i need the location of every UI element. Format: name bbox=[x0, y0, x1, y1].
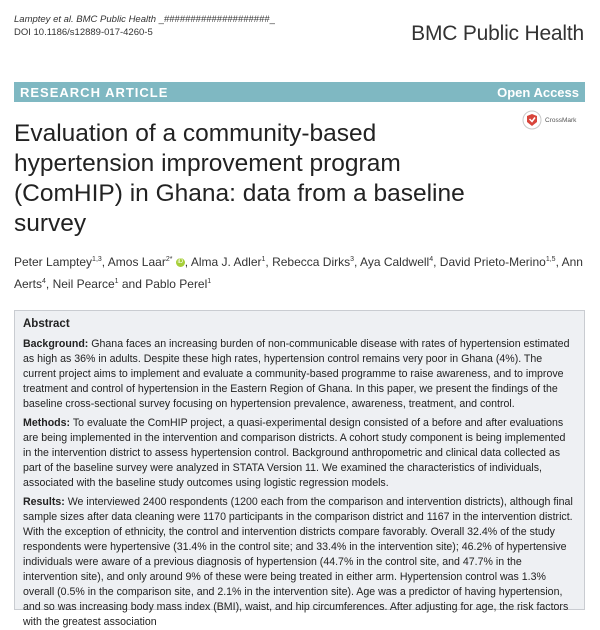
crossmark-badge[interactable] bbox=[522, 110, 576, 130]
abstract-background bbox=[23, 337, 576, 412]
abstract-results bbox=[23, 495, 576, 630]
article-title: Evaluation of a community-based hypertension improvement program (ComHIP) in Ghana: data from a baseline survey bbox=[14, 120, 465, 237]
author-name: Amos Laar bbox=[107, 255, 166, 269]
citation-placeholder: _####################_ bbox=[156, 14, 275, 25]
author-name: Pablo Perel bbox=[145, 277, 208, 291]
author-affiliation: 4 bbox=[42, 278, 46, 285]
doi: DOI 10.1186/s12889-017-4260-5 bbox=[14, 27, 153, 38]
author-affiliation: 1,5 bbox=[545, 256, 556, 263]
author-list: Peter Lamptey$^{1,3}$, Amos Laar$^{2*}$ iD , Alma J. Adler$^1$, Rebecca Dirks$^3$, Aya Caldwell$^4$, David Prieto-Merino$^{1,5}$, Ann Aerts$^4$, Neil Pearce$^1$ and Pablo Perel$^1$ bbox=[14, 255, 583, 291]
article-banner bbox=[14, 82, 585, 102]
author-name: Alma J. Adler bbox=[190, 255, 262, 269]
abstract-heading: Abstract bbox=[23, 318, 70, 330]
author-affiliation: 1 bbox=[207, 278, 212, 285]
author bbox=[440, 255, 556, 269]
results-text: We interviewed 2400 respondents (1200 each from the comparison and intervention districts), although final sample sizes after data cleaning were 1170 participants in the comparison district and 1167 in the intervention district. With the exception of ethnicity, the control and intervention districts compare favorably. Overall 32.4% of the study respondents were hypertensive (31.4% in the control site; and 33.4% in the intervention site); 46.2% of hypertensive individuals were aware of a previous diagnosis of hypertension (44.7% in the control site, and 47.7% in the intervention site), and only around 9% of these were being treated in either arm. Hypertension control was 1.3% overall (0.5% in the comparison site, and 2.1% in the intervention site). Age was a predictor of having hypertension, and so was increasing body mass index (BMI), waist, and hip circumferences. After adjusting for age, the risk factors with the greatest association bbox=[23, 496, 573, 628]
open-access-label: Open Access bbox=[497, 84, 579, 100]
author-name: David Prieto-Merino bbox=[439, 255, 546, 269]
author-name: Aya Caldwell bbox=[360, 255, 430, 269]
author bbox=[108, 255, 185, 269]
author bbox=[145, 277, 211, 291]
running-header bbox=[14, 13, 275, 39]
results-label: Results: bbox=[23, 496, 65, 508]
author bbox=[272, 255, 354, 269]
background-text: Ghana faces an increasing burden of non-communicable disease with rates of hypertension estimated as high as 36% in adults. Despite these high rates, hypertension control remains very poor in Ghana (4%). The current project aims to implement and evaluate a community-based programme to raise awareness, and to improve treatment and control of hypertension in the Eastern Region of Ghana. In this paper, we present the findings of the baseline cross-sectional survey focusing on hypertension prevalence, awareness, treatment, and control. bbox=[23, 338, 570, 410]
author-affiliation: 1 bbox=[261, 256, 266, 263]
author-name: Ann Aerts bbox=[14, 255, 583, 291]
author-name: Neil Pearce bbox=[52, 277, 115, 291]
author-affiliation: 1 bbox=[114, 278, 119, 285]
author bbox=[191, 255, 266, 269]
author-affiliation: 2* bbox=[165, 256, 173, 263]
article-type: RESEARCH ARTICLE bbox=[20, 84, 169, 100]
crossmark-label: CrossMark bbox=[545, 116, 577, 124]
abstract-methods bbox=[23, 416, 576, 491]
author-name: Rebecca Dirks bbox=[272, 255, 351, 269]
abstract-box bbox=[14, 310, 585, 628]
author-affiliation: 3 bbox=[350, 256, 355, 263]
orcid-icon[interactable]: iD bbox=[177, 259, 184, 266]
author bbox=[14, 255, 102, 269]
crossmark-icon bbox=[522, 110, 542, 130]
author-affiliation: 4 bbox=[429, 256, 434, 263]
background-label: Background: bbox=[23, 338, 89, 350]
author bbox=[360, 255, 433, 269]
methods-text: To evaluate the ComHIP project, a quasi-experimental design consisted of a before and after evaluations are being implemented in the intervention and comparison districts. A cohort study component is being implemented in the intervention district to assess hypertension control. Background anthropometric and clinical data collected as part of the baseline survey were analyzed in STATA Version 11. We examined the characteristics of individuals, associated with the baseline study outcomes using logistic regression models. bbox=[23, 417, 566, 489]
journal-name: BMC Public Health bbox=[411, 22, 584, 45]
author-affiliation: 1,3 bbox=[92, 256, 102, 263]
citation: Lamptey et al. BMC Public Health bbox=[14, 14, 157, 25]
author-name: Peter Lamptey bbox=[14, 255, 93, 269]
methods-label: Methods: bbox=[23, 417, 71, 429]
author bbox=[53, 277, 119, 291]
